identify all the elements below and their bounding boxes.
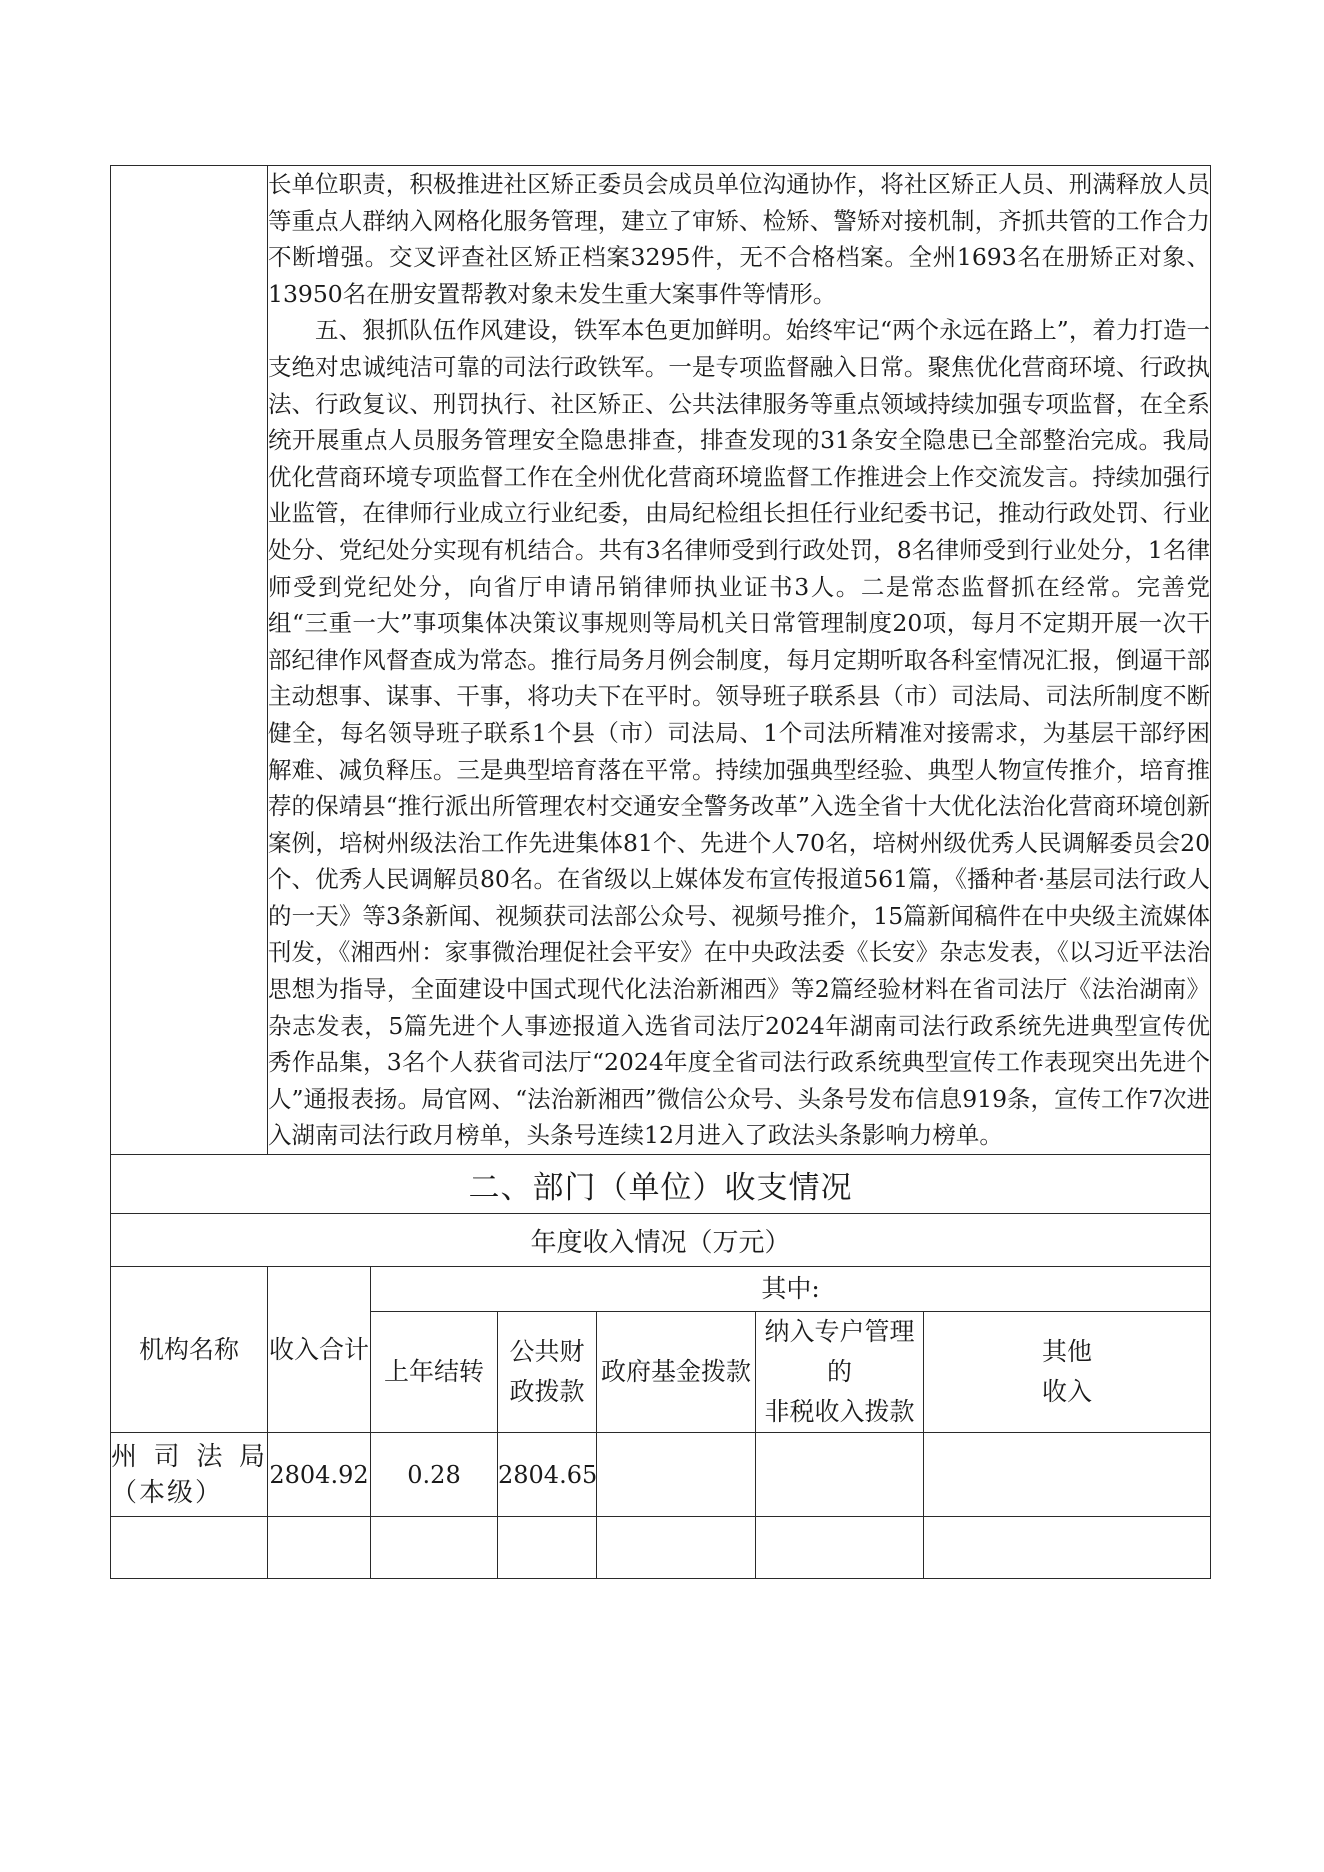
narrative-paragraph-2: 五、狠抓队伍作风建设，铁军本色更加鲜明。始终牢记“两个永远在路上”，着力打造一支绝对忠诚纯洁可靠的司法行政铁军。一是专项监督融入日常。聚焦优化营商环境、行政执法、行政复议、刑罚执行、社区矫正、公共法律服务等重点领域持续加强专项监督，在全系统开展重点人员服务管理安全隐患排查，排查发现的31条安全隐患已全部整治完成。我局优化营商环境专项监督工作在全州优化营商环境监督工作推进会上作交流发言。持续加强行业监管，在律师行业成立行业纪委，由局纪检组长担任行业纪委书记，推动行政处罚、行业处分、党纪处分实现有机结合。共有3名律师受到行政处罚，8名律师受到行业处分，1名律师受到党纪处分，向省厅申请吊销律师执业证书3人。二是常态监督抓在经常。完善党组“三重一大”事项集体决策议事规则等局机关日常管理制度20项，每月不定期开展一次干部纪律作风督查成为常态。推行局务月例会制度，每月定期听取各科室情况汇报，倒逼干部主动想事、谋事、干事，将功夫下在平时。领导班子联系县（市）司法局、司法所制度不断健全，每名领导班子联系1个县（市）司法局、1个司法所精准对接需求，为基层干部纾困解难、减负释压。三是典型培育落在平常。持续加强典型经验、典型人物宣传推介，培育推荐的保靖县“推行派出所管理农村交通安全警务改革”入选全省十大优化法治化营商环境创新案例，培树州级法治工作先进集体81个、先进个人70名，培树州级优秀人民调解委员会20个、优秀人民调解员80名。在省级以上媒体发布宣传报道561篇，《播种者·基层司法行政人的一天》等3条新闻、视频获司法部公众号、视频号推介，15篇新闻稿件在中央级主流媒体刊发，《湘西州：家事微治理促社会平安》在中央政法委《长安》杂志发表，《以习近平法治思想为指导，全面建设中国式现代化法治新湘西》等2篇经验材料在省司法厅《法治湖南》杂志发表，5篇先进个人事迹报道入选省司法厅2024年湖南司法行政系统先进典型宣传优秀作品集，3名个人获省司法厅“2024年度全省司法行政系统典型宣传工作表现突出先进个人”通报表扬。局官网、“法治新湘西”微信公众号、头条号发布信息919条，宣传工作7次进入湖南司法行政月榜单，头条号连续12月进入了政法头条影响力榜单。 — [268, 316, 1211, 1150]
header-other-line2: 收入 — [1042, 1377, 1093, 1407]
row-nontax — [756, 1517, 924, 1579]
row-other — [924, 1433, 1211, 1517]
row-carryover: 0.28 — [371, 1433, 498, 1517]
row-org-name: 州司法局（本级） — [111, 1433, 268, 1517]
header-total: 收入合计 — [268, 1267, 371, 1433]
header-fiscal-line2: 政拨款 — [509, 1377, 585, 1407]
header-nontax-line2: 非税收入拨款 — [764, 1397, 915, 1427]
header-other — [924, 1312, 1211, 1433]
header-fiscal — [498, 1312, 597, 1433]
subtitle-row — [111, 1214, 1211, 1267]
row-gov-fund — [597, 1433, 756, 1517]
row-org-name — [111, 1517, 268, 1579]
row-other — [924, 1517, 1211, 1579]
narrative-cell — [268, 166, 1211, 1155]
table-row — [111, 1433, 1211, 1517]
row-total: 2804.92 — [268, 1433, 371, 1517]
header-row-1 — [111, 1267, 1211, 1312]
row-carryover — [371, 1517, 498, 1579]
narrative-paragraph-1: 长单位职责，积极推进社区矫正委员会成员单位沟通协作，将社区矫正人员、刑满释放人员等重点人群纳入网格化服务管理，建立了审矫、检矫、警矫对接机制，齐抓共管的工作合力不断增强。交叉评查社区矫正档案3295件，无不合格档案。全州1693名在册矫正对象、13950名在册安置帮教对象未发生重大案事件等情形。 — [268, 170, 1211, 308]
header-carryover: 上年结转 — [371, 1312, 498, 1433]
header-nontax — [756, 1312, 924, 1433]
row-gov-fund — [597, 1517, 756, 1579]
section-title: 二、部门（单位）收支情况 — [111, 1155, 1211, 1214]
report-table — [110, 165, 1211, 1579]
narrative-label-cell — [111, 166, 268, 1155]
section-subtitle: 年度收入情况（万元） — [111, 1214, 1211, 1267]
section-title-row — [111, 1155, 1211, 1214]
header-other-line1: 其他 — [1042, 1337, 1093, 1367]
row-total — [268, 1517, 371, 1579]
table-row — [111, 1517, 1211, 1579]
document-sheet — [110, 165, 1210, 1579]
header-nontax-line1: 纳入专户管理的 — [764, 1317, 915, 1387]
header-org-name: 机构名称 — [111, 1267, 268, 1433]
header-fiscal-line1: 公共财 — [509, 1337, 585, 1367]
row-nontax — [756, 1433, 924, 1517]
header-of-which: 其中: — [371, 1267, 1211, 1312]
row-fiscal: 2804.65 — [498, 1433, 597, 1517]
narrative-row — [111, 166, 1211, 1155]
row-fiscal — [498, 1517, 597, 1579]
header-gov-fund: 政府基金拨款 — [597, 1312, 756, 1433]
